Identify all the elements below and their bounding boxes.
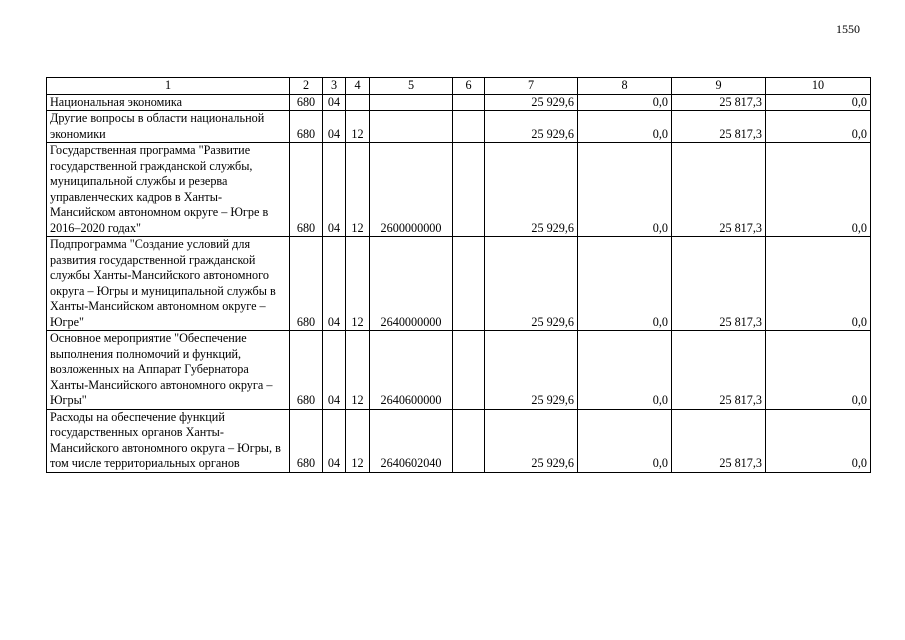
cell-col-8: 0,0 — [578, 331, 672, 410]
cell-col-10: 0,0 — [766, 111, 871, 143]
cell-col-10: 0,0 — [766, 237, 871, 331]
cell-col-4: 12 — [346, 111, 370, 143]
cell-col-5: 2640602040 — [370, 409, 453, 472]
cell-col-3: 04 — [323, 94, 346, 111]
cell-col-8: 0,0 — [578, 143, 672, 237]
cell-col-6 — [453, 237, 485, 331]
row-name: Другие вопросы в области национальной экономики — [47, 111, 290, 143]
column-header-7: 7 — [485, 78, 578, 95]
cell-col-7: 25 929,6 — [485, 111, 578, 143]
cell-col-3: 04 — [323, 409, 346, 472]
cell-col-6 — [453, 409, 485, 472]
cell-col-2: 680 — [290, 143, 323, 237]
column-header-4: 4 — [346, 78, 370, 95]
table-row — [47, 409, 871, 472]
cell-col-2: 680 — [290, 331, 323, 410]
cell-col-5: 2600000000 — [370, 143, 453, 237]
cell-col-4: 12 — [346, 143, 370, 237]
cell-col-10: 0,0 — [766, 143, 871, 237]
cell-col-6 — [453, 111, 485, 143]
cell-col-6 — [453, 331, 485, 410]
cell-col-3: 04 — [323, 237, 346, 331]
cell-col-5: 2640000000 — [370, 237, 453, 331]
cell-col-7: 25 929,6 — [485, 94, 578, 111]
cell-col-4: 12 — [346, 331, 370, 410]
cell-col-7: 25 929,6 — [485, 143, 578, 237]
cell-col-9: 25 817,3 — [672, 331, 766, 410]
cell-col-3: 04 — [323, 111, 346, 143]
row-name: Государственная программа "Развитие государственной гражданской службы, муниципальной службы и резерва управленческих кадров в Ханты-Мансийском автономном округе – Югре в 2016–2020 годах" — [47, 143, 290, 237]
cell-col-10: 0,0 — [766, 409, 871, 472]
cell-col-4 — [346, 94, 370, 111]
cell-col-7: 25 929,6 — [485, 409, 578, 472]
table-row — [47, 237, 871, 331]
cell-col-8: 0,0 — [578, 409, 672, 472]
cell-col-10: 0,0 — [766, 331, 871, 410]
cell-col-6 — [453, 94, 485, 111]
header-row — [47, 78, 871, 95]
row-name: Расходы на обеспечение функций государственных органов Ханты-Мансийского автономного округа – Югры, в том числе территориальных органов — [47, 409, 290, 472]
cell-col-4: 12 — [346, 237, 370, 331]
cell-col-9: 25 817,3 — [672, 143, 766, 237]
cell-col-3: 04 — [323, 143, 346, 237]
column-header-5: 5 — [370, 78, 453, 95]
column-header-3: 3 — [323, 78, 346, 95]
cell-col-6 — [453, 143, 485, 237]
row-name: Основное мероприятие "Обеспечение выполнения полномочий и функций, возложенных на Аппарат Губернатора Ханты-Мансийского автономного округа – Югры" — [47, 331, 290, 410]
table-row — [47, 94, 871, 111]
cell-col-2: 680 — [290, 237, 323, 331]
cell-col-8: 0,0 — [578, 111, 672, 143]
table-row — [47, 143, 871, 237]
column-header-2: 2 — [290, 78, 323, 95]
cell-col-9: 25 817,3 — [672, 94, 766, 111]
column-header-1: 1 — [47, 78, 290, 95]
cell-col-2: 680 — [290, 94, 323, 111]
cell-col-2: 680 — [290, 409, 323, 472]
cell-col-9: 25 817,3 — [672, 237, 766, 331]
table-row — [47, 331, 871, 410]
cell-col-5: 2640600000 — [370, 331, 453, 410]
cell-col-2: 680 — [290, 111, 323, 143]
row-name: Национальная экономика — [47, 94, 290, 111]
column-header-8: 8 — [578, 78, 672, 95]
cell-col-9: 25 817,3 — [672, 409, 766, 472]
column-header-6: 6 — [453, 78, 485, 95]
cell-col-8: 0,0 — [578, 94, 672, 111]
page-number: 1550 — [836, 22, 860, 36]
column-header-10: 10 — [766, 78, 871, 95]
cell-col-9: 25 817,3 — [672, 111, 766, 143]
cell-col-3: 04 — [323, 331, 346, 410]
row-name: Подпрограмма "Создание условий для развития государственной гражданской службы Ханты-Мансийского автономного округа – Югры и муниципальной службы в Ханты-Мансийском автономном округе – Югре" — [47, 237, 290, 331]
cell-col-7: 25 929,6 — [485, 237, 578, 331]
table-row — [47, 111, 871, 143]
cell-col-5 — [370, 111, 453, 143]
cell-col-4: 12 — [346, 409, 370, 472]
cell-col-7: 25 929,6 — [485, 331, 578, 410]
cell-col-5 — [370, 94, 453, 111]
cell-col-10: 0,0 — [766, 94, 871, 111]
column-header-9: 9 — [672, 78, 766, 95]
cell-col-8: 0,0 — [578, 237, 672, 331]
budget-table — [46, 77, 871, 473]
